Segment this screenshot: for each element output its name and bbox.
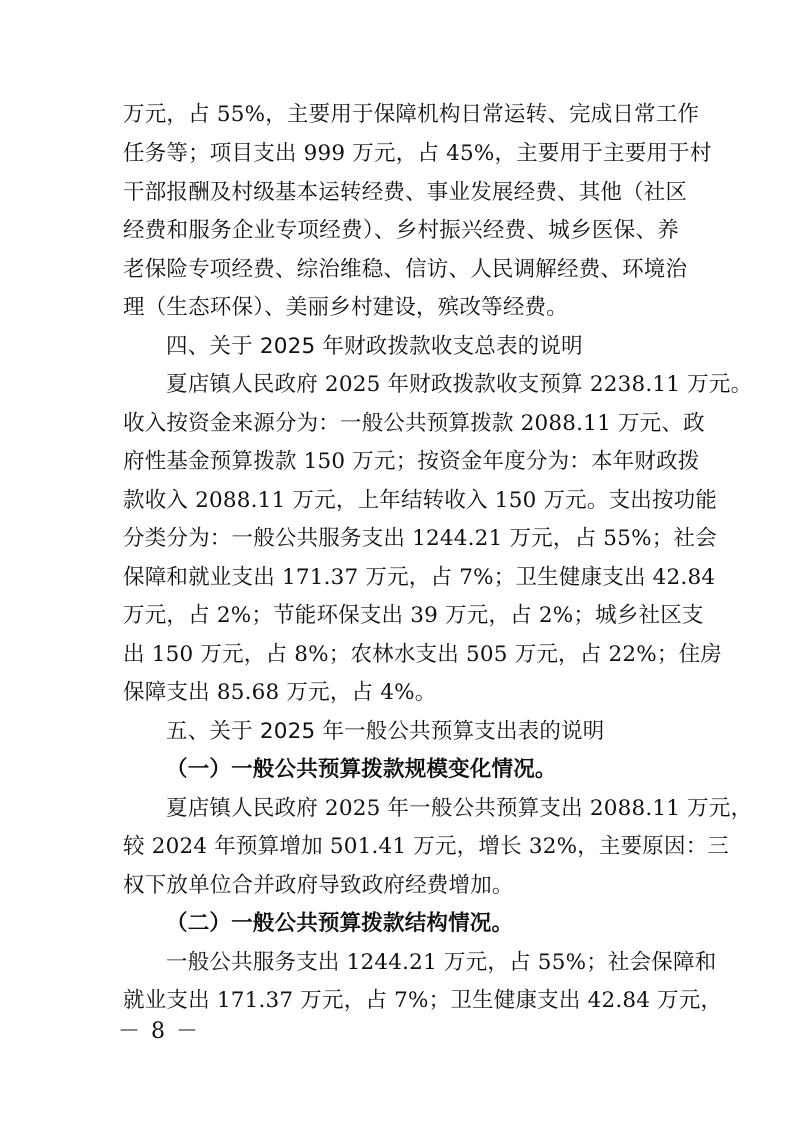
body-text-line: 老保险专项经费、综治维稳、信访、人民调解经费、环境治 <box>123 257 688 282</box>
body-text-line: 夏店镇人民政府 2025 年一般公共预算支出 2088.11 万元， <box>166 796 753 821</box>
body-text-line: 权下放单位合并政府导致政府经费增加。 <box>123 873 514 898</box>
body-text-line: 就业支出 171.37 万元，占 7%；卫生健康支出 42.84 万元， <box>123 988 723 1013</box>
body-text-line: 府性基金预算拨款 150 万元；按资金年度分为：本年财政拨 <box>123 449 700 474</box>
body-text-line: 保障和就业支出 171.37 万元，占 7%；卫生健康支出 42.84 <box>123 565 716 590</box>
body-text-line: 理（生态环保）、美丽乡村建设，殡改等经费。 <box>123 295 568 320</box>
body-text-line: 收入按资金来源分为：一般公共预算拨款 2088.11 万元、政 <box>123 411 705 436</box>
body-text-line: 万元，占 55%，主要用于保障机构日常运转、完成日常工作 <box>123 102 700 127</box>
body-text-line: 经费和服务企业专项经费）、乡村振兴经费、城乡医保、养 <box>123 218 679 243</box>
section-heading-5: 五、关于 2025 年一般公共预算支出表的说明 <box>166 719 605 744</box>
subsection-heading-2: （二）一般公共预算拨款结构情况。 <box>166 911 514 936</box>
section-heading-4: 四、关于 2025 年财政拨款收支总表的说明 <box>166 334 583 359</box>
body-text-line: 万元，占 2%；节能环保支出 39 万元，占 2%；城乡社区支 <box>123 603 704 628</box>
body-text-line: 款收入 2088.11 万元，上年结转收入 150 万元。支出按功能 <box>123 488 718 513</box>
body-text-line: 保障支出 85.68 万元，占 4%。 <box>123 680 437 705</box>
page-number: － 8 － <box>118 1019 200 1044</box>
body-text-line: 干部报酬及村级基本运转经费、事业发展经费、其他（社区 <box>123 180 688 205</box>
body-text-line: 夏店镇人民政府 2025 年财政拨款收支预算 2238.11 万元。 <box>166 372 753 397</box>
body-text-line: 分类分为：一般公共服务支出 1244.21 万元，占 55%；社会 <box>123 526 717 551</box>
body-text-line: 较 2024 年预算增加 501.41 万元，增长 32%，主要原因：三 <box>123 834 730 859</box>
subsection-heading-1: （一）一般公共预算拨款规模变化情况。 <box>166 757 557 782</box>
body-text-line: 任务等；项目支出 999 万元，占 45%，主要用于主要用于村 <box>123 141 712 166</box>
body-text-line: 一般公共服务支出 1244.21 万元，占 55%；社会保障和 <box>166 950 717 975</box>
body-text-line: 出 150 万元，占 8%；农林水支出 505 万元，占 22%；住房 <box>123 642 722 667</box>
